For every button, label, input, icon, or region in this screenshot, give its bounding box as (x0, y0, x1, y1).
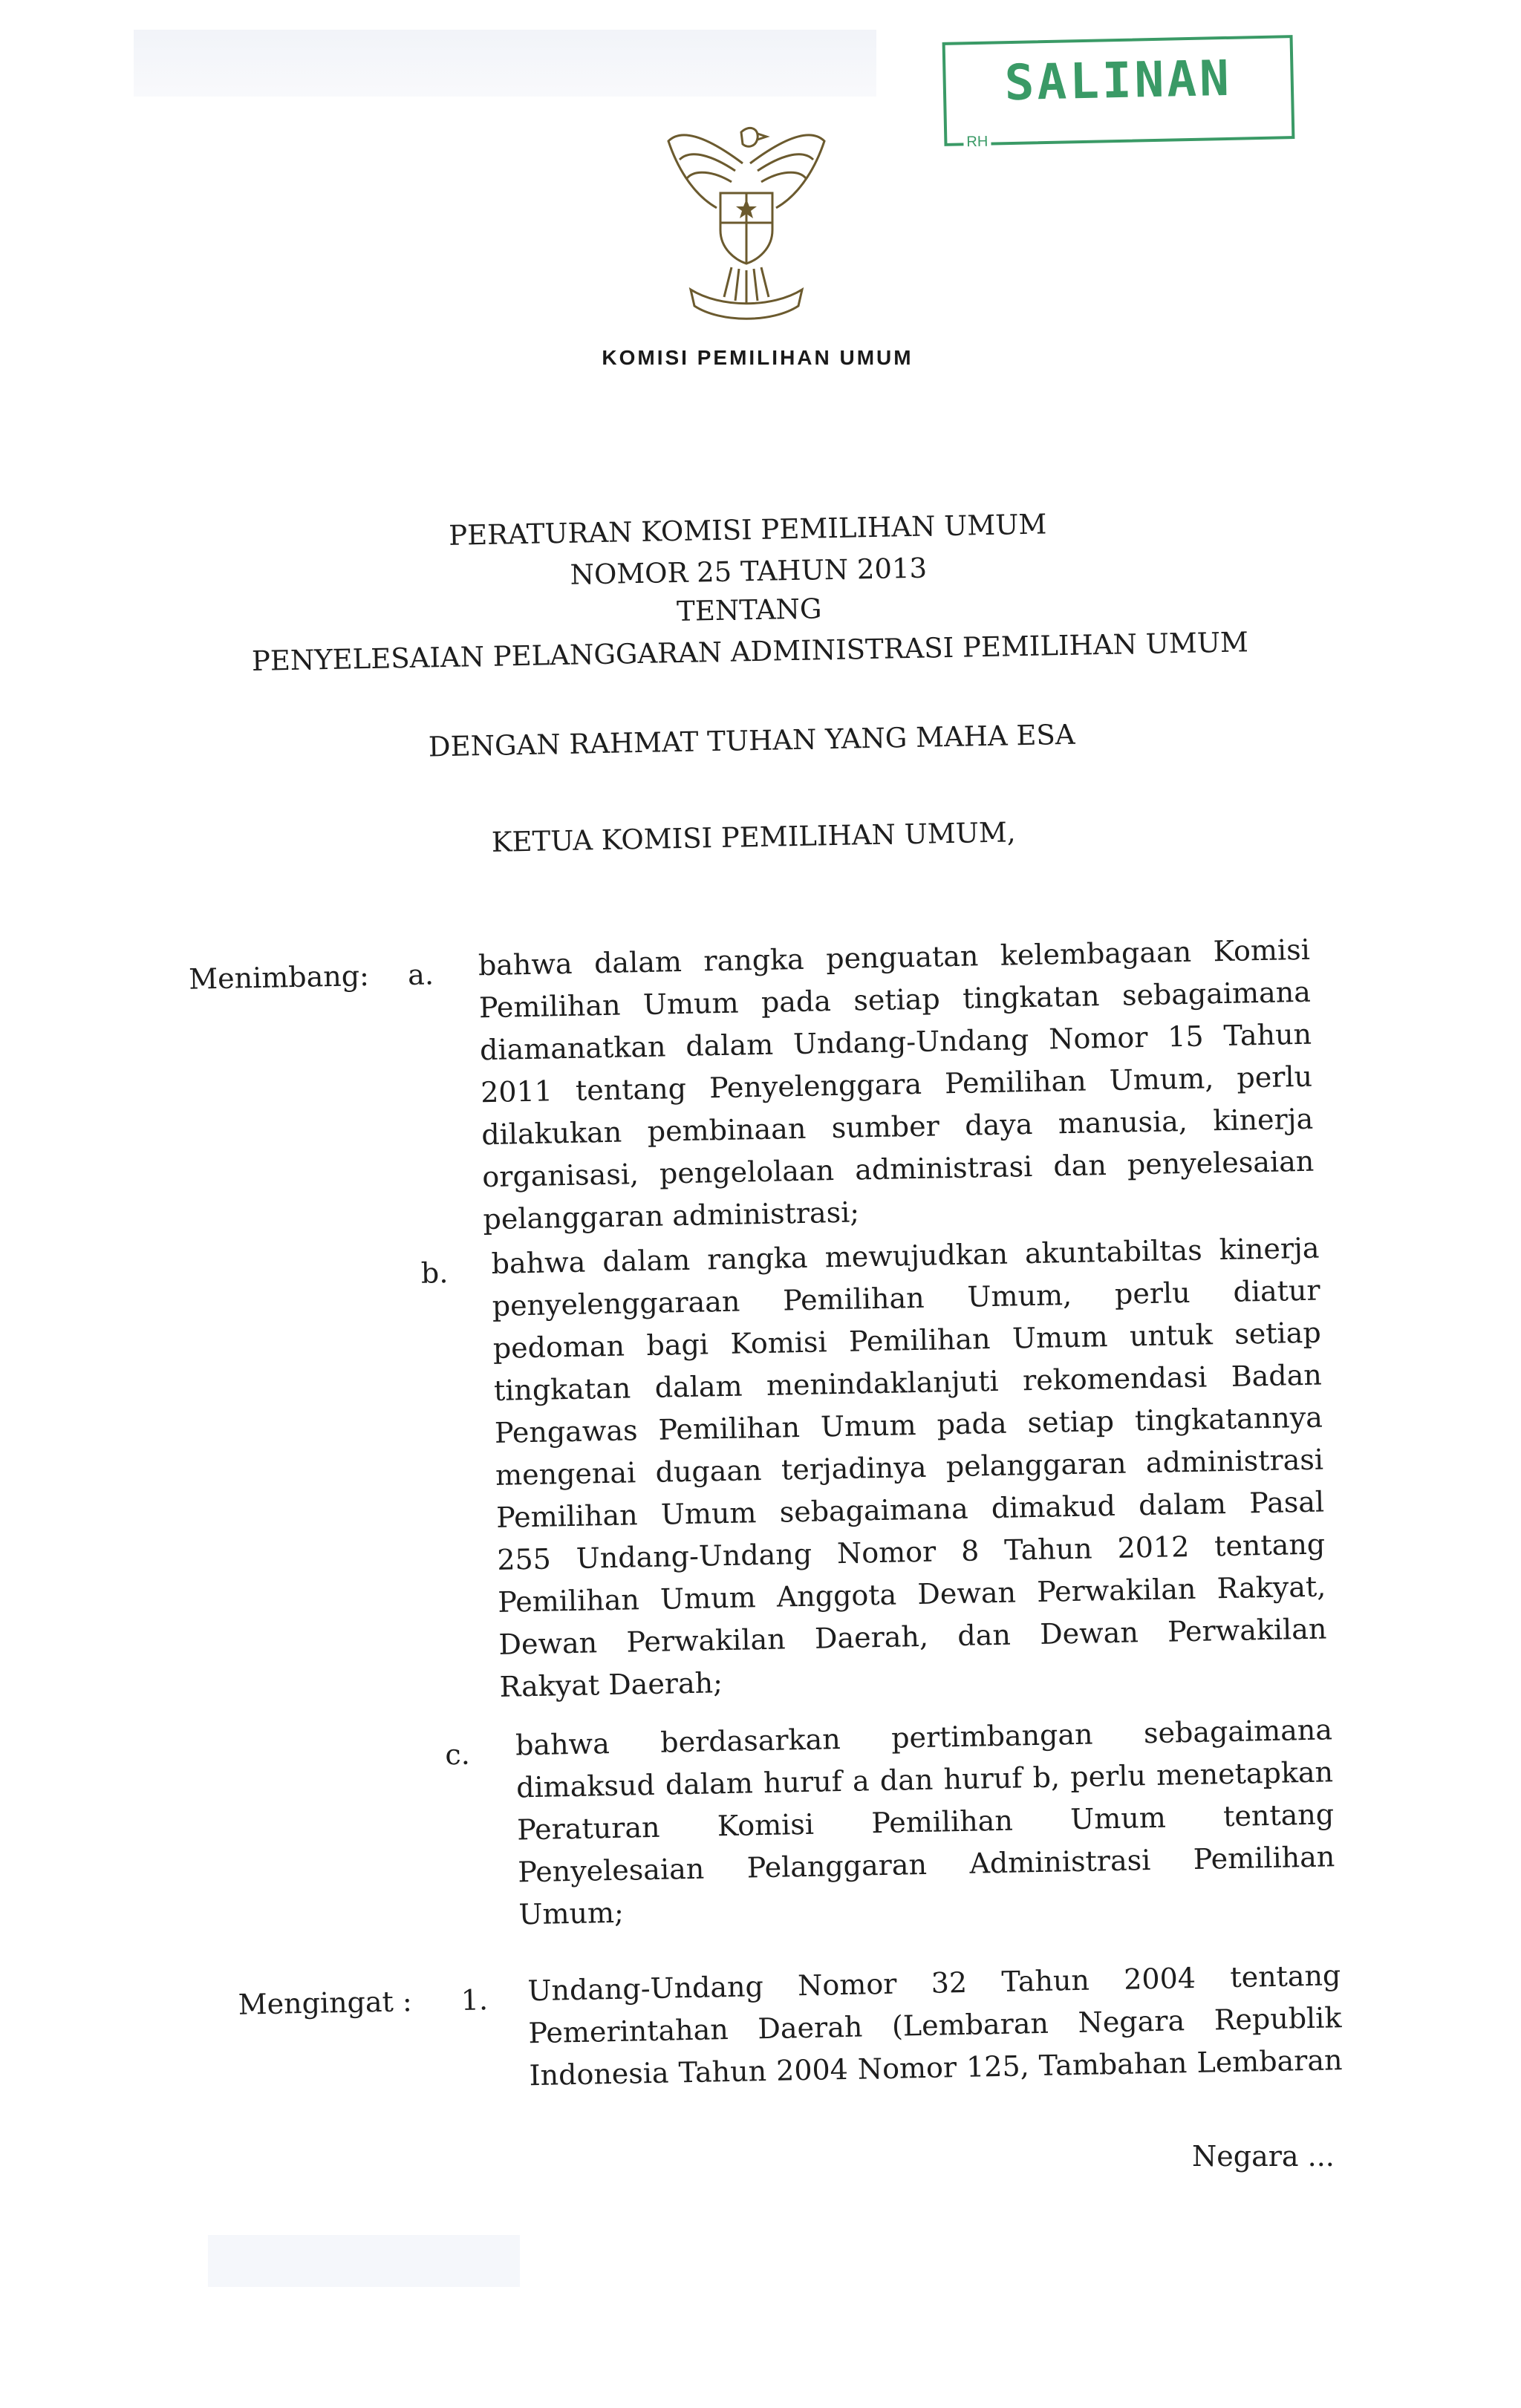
menimbang-label: Menimbang: (188, 959, 370, 996)
text-line: organisasi, pengelolaan administrasi dan penyelesaian (481, 1144, 1315, 1194)
text-line: mengenai dugaan terjadinya pelanggaran administrasi (495, 1443, 1324, 1492)
text-line: dilakukan pembinaan sumber daya manusia, kinerja (481, 1102, 1314, 1152)
item-marker: b. (420, 1256, 449, 1290)
text-line: tingkatan dalam menindaklanjuti rekomendasi Badan (493, 1358, 1323, 1407)
text-line: bahwa berdasarkan pertimbangan sebagaimana (515, 1713, 1333, 1762)
menimbang-item-c (515, 1709, 1336, 1936)
text-line: 255 Undang-Undang Nomor 8 Tahun 2012 tentang (496, 1527, 1326, 1576)
text-line: Pemilihan Umum Anggota Dewan Perwakilan Rakyat, (497, 1570, 1326, 1619)
item-marker: a. (407, 958, 434, 992)
text-line: pedoman bagi Komisi Pemilihan Umum untuk setiap (492, 1316, 1322, 1365)
regulation-subject: PENYELESAIAN PELANGGARAN ADMINISTRASI PEMILIHAN UMUM (251, 626, 1249, 678)
text-line: dimaksud dalam huruf a dan huruf b, perlu menetapkan (515, 1755, 1334, 1804)
text-line: Rakyat Daerah; (499, 1666, 723, 1703)
menimbang-item-b (491, 1227, 1328, 1709)
stamp-text: SALINAN (1003, 49, 1233, 112)
institution-name: KOMISI PEMILIHAN UMUM (602, 346, 913, 369)
menimbang-item-a (478, 929, 1315, 1241)
text-line: Peraturan Komisi Pemilihan Umum tentang (516, 1798, 1335, 1847)
mengingat-label: Mengingat : (238, 1985, 413, 2021)
text-line: bahwa dalam rangka mewujudkan akuntabiltas kinerja (491, 1231, 1320, 1280)
text-line: Penyelesaian Pelanggaran Administrasi Pemilihan (517, 1840, 1335, 1889)
invocation: DENGAN RAHMAT TUHAN YANG MAHA ESA (428, 718, 1075, 763)
item-marker: c. (444, 1738, 471, 1772)
mengingat-item-1 (527, 1954, 1343, 2097)
text-line: Pemilihan Umum sebagaimana dimakud dalam Pasal (495, 1485, 1325, 1534)
text-line: bahwa dalam rangka penguatan kelembagaan Komisi (478, 933, 1311, 982)
text-line: penyelenggaraan Pemilihan Umum, perlu diatur (492, 1273, 1320, 1322)
issuer: KETUA KOMISI PEMILIHAN UMUM, (491, 816, 1016, 858)
text-line: Dewan Perwakilan Daerah, dan Dewan Perwakilan (498, 1612, 1327, 1661)
regulation-tentang: TENTANG (676, 593, 822, 628)
regulation-number: NOMOR 25 TAHUN 2013 (570, 552, 928, 591)
stamp-initials: RH (963, 134, 991, 151)
regulation-title: PERATURAN KOMISI PEMILIHAN UMUM (448, 508, 1047, 552)
text-line: Indonesia Tahun 2004 Nomor 125, Tambahan Lembaran (529, 2043, 1343, 2092)
text-line: diamanatkan dalam Undang-Undang Nomor 15 Tahun (479, 1017, 1312, 1067)
text-line: Undang-Undang Nomor 32 Tahun 2004 tentang (527, 1959, 1341, 2008)
text-line: pelanggaran administrasi; (483, 1195, 860, 1236)
text-line: Pemilihan Umum pada setiap tingkatan sebagaimana (478, 975, 1312, 1025)
text-line: Umum; (518, 1896, 625, 1931)
text-line: Pengawas Pemilihan Umum pada setiap tingkatannya (494, 1400, 1323, 1449)
page-continuation: Negara ... (1192, 2140, 1335, 2173)
item-marker: 1. (460, 1983, 489, 2017)
text-line: Pemerintahan Daerah (Lembaran Negara Republik (528, 2001, 1342, 2050)
text-line: 2011 tentang Penyelenggara Pemilihan Umum, perlu (480, 1060, 1313, 1109)
